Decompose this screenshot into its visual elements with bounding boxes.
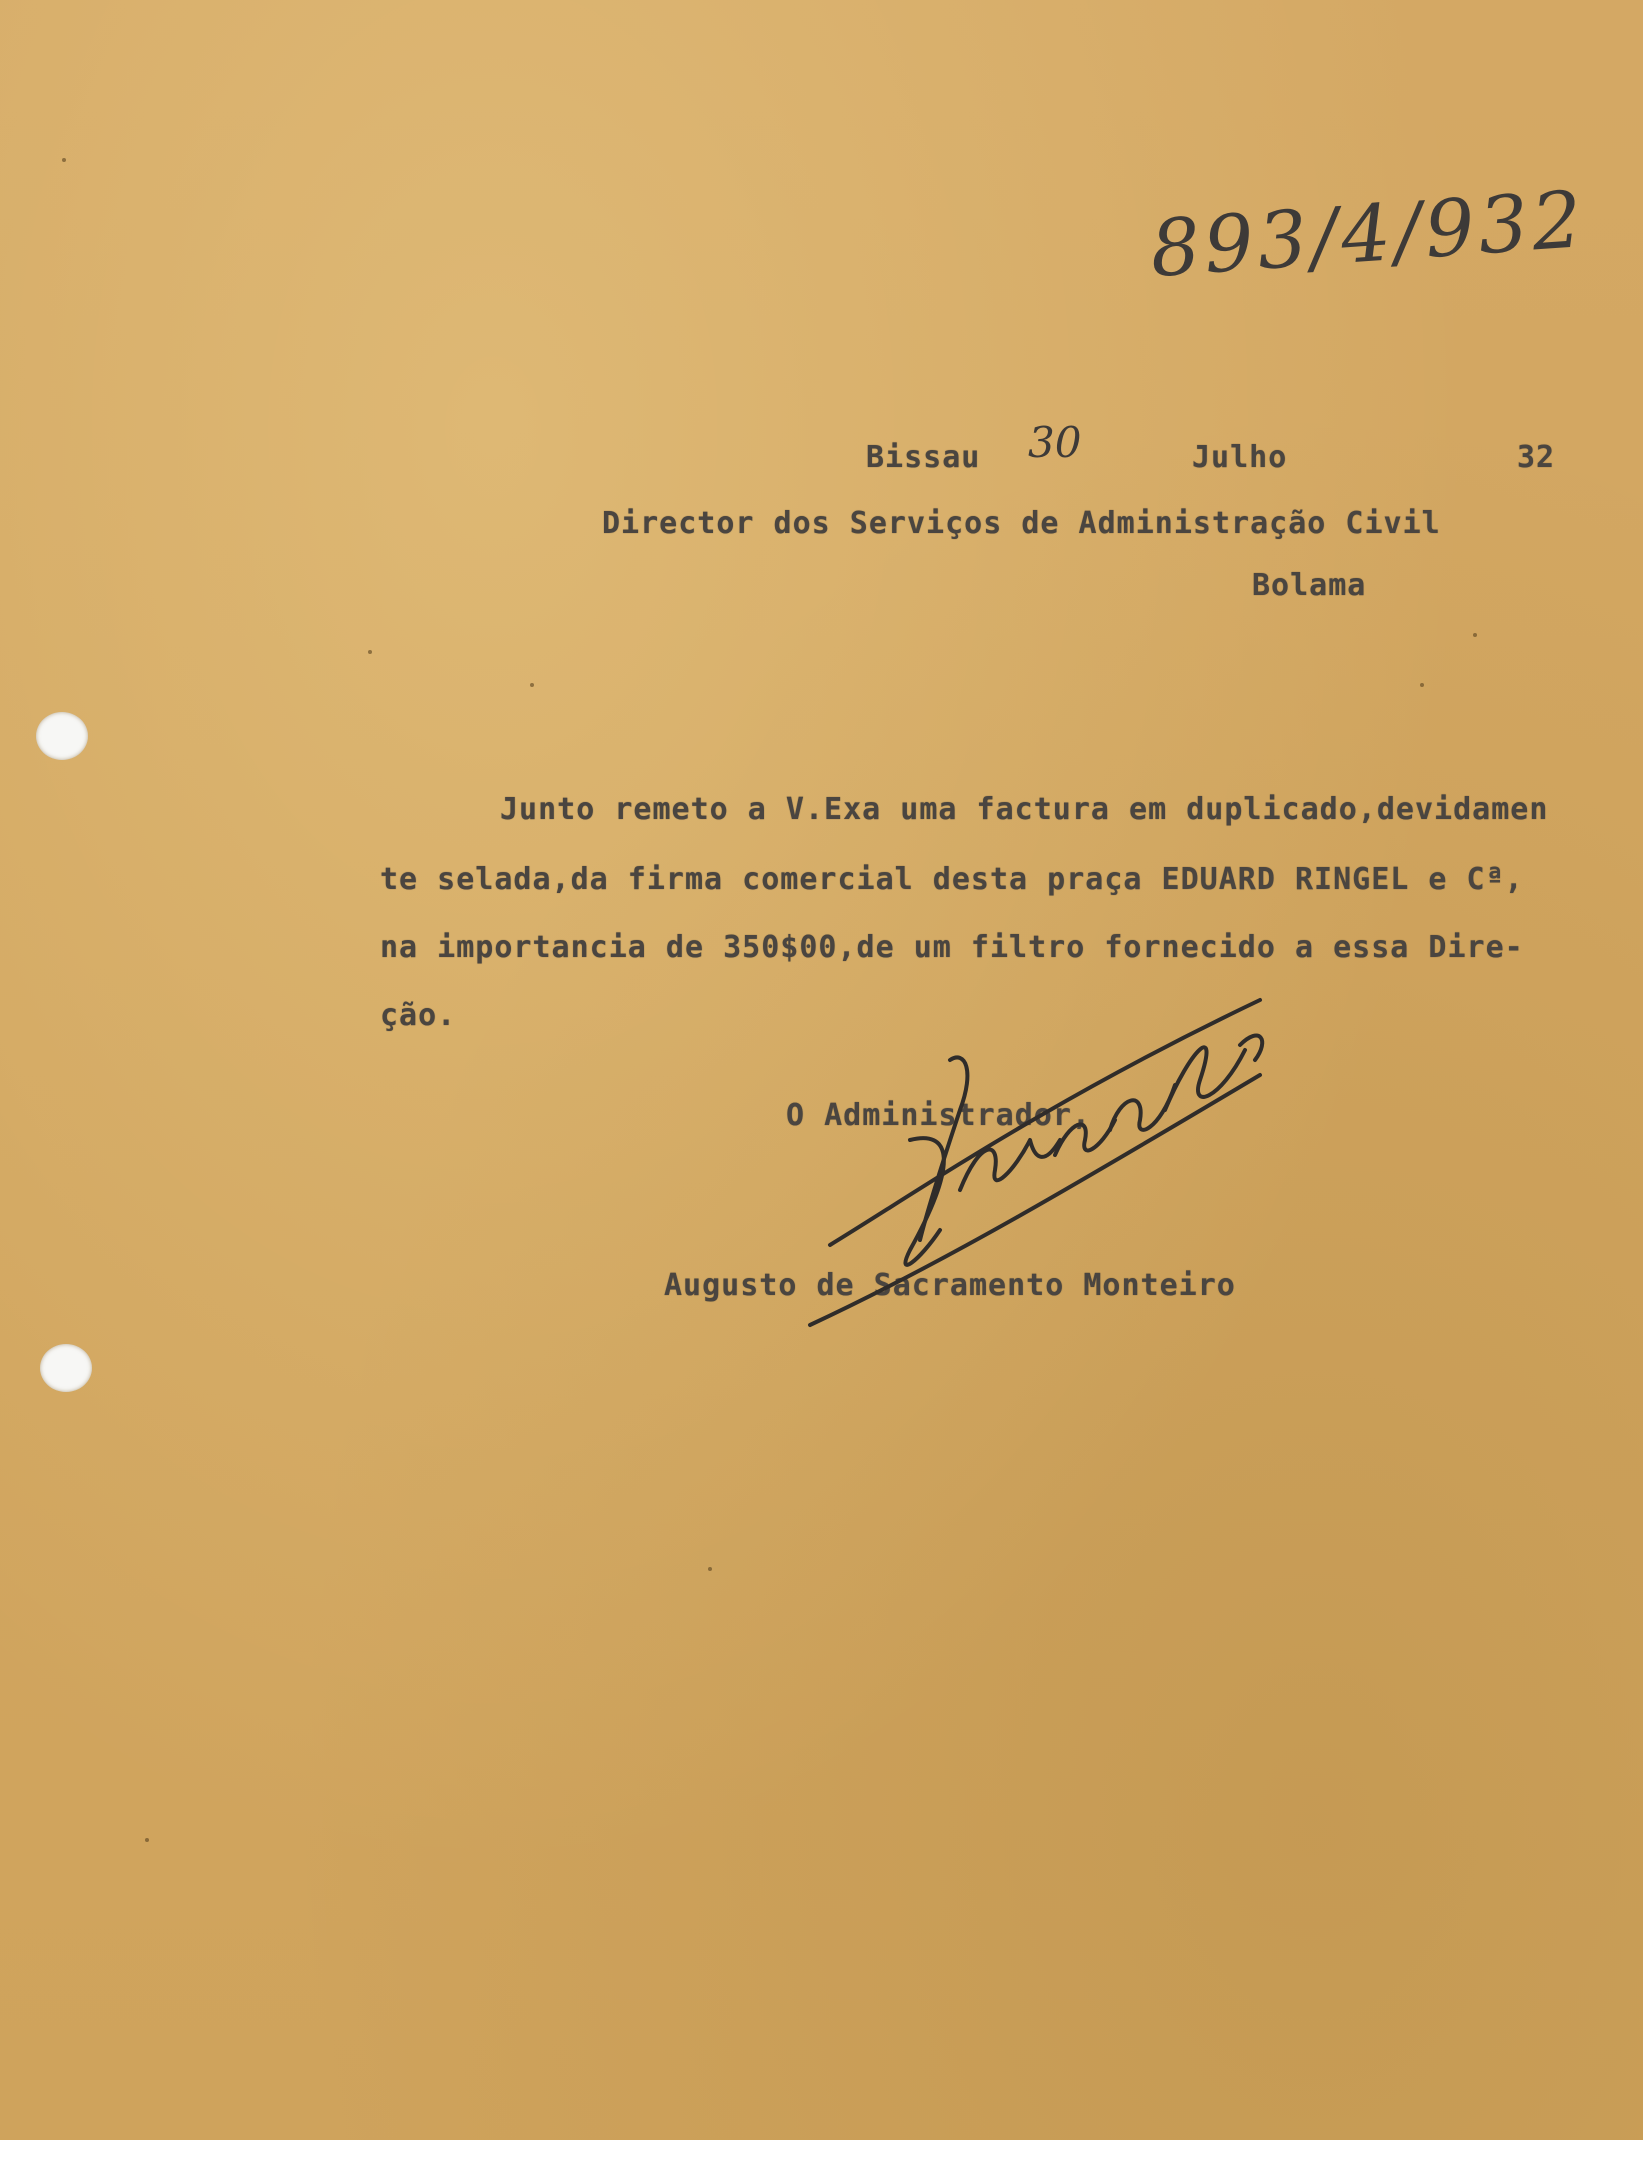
punch-hole [40, 1344, 92, 1392]
recipient-title: Director dos Serviços de Administração Civil [602, 506, 1441, 541]
paper-speck [62, 158, 66, 162]
signatory-name: Augusto de Sacramento Monteiro [664, 1268, 1236, 1303]
handwritten-signature [800, 990, 1280, 1340]
closing-title: O Administrador, [786, 1098, 1091, 1133]
body-line: Junto remeto a V.Exa uma factura em duplicado,devidamen [500, 792, 1549, 827]
place-name: Bissau [866, 440, 981, 475]
handwritten-day: 30 [1028, 418, 1082, 467]
paper-speck [145, 1838, 149, 1842]
paper-speck [368, 650, 372, 654]
paper-speck [530, 683, 534, 687]
paper-speck [1420, 683, 1424, 687]
year: 32 [1517, 440, 1556, 475]
handwritten-reference-number: 893/4/932 [1147, 174, 1589, 296]
body-line: na importancia de 350$00,de um filtro fornecido a essa Dire- [380, 930, 1524, 965]
body-line: ção. [380, 998, 457, 1033]
recipient-city: Bolama [1252, 568, 1367, 603]
paper-speck [708, 1567, 712, 1571]
body-line: te selada,da firma comercial desta praça EDUARD RINGEL e Cª, [380, 862, 1524, 897]
month-name: Julho [1192, 440, 1288, 475]
punch-hole [36, 712, 88, 760]
paper-speck [1473, 633, 1477, 637]
